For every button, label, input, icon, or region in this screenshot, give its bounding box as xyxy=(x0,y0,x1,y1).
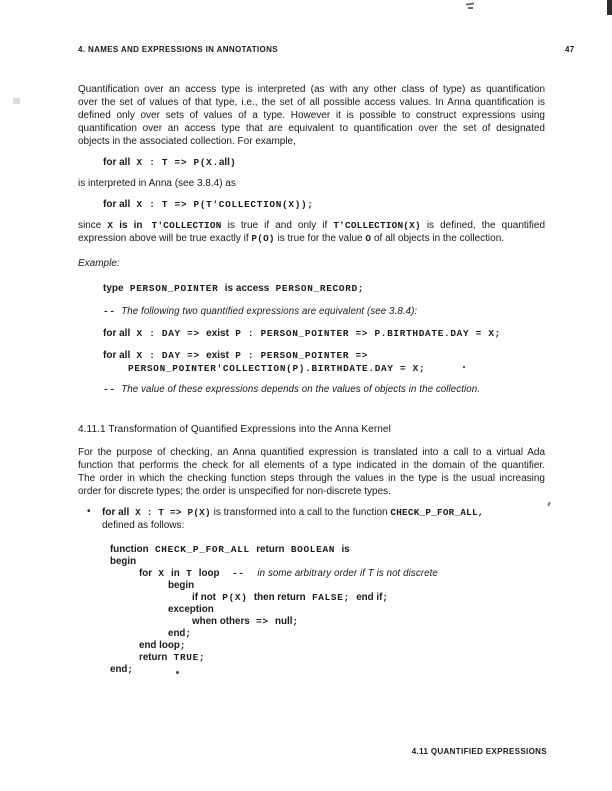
code-line xyxy=(78,652,545,664)
code-line xyxy=(78,604,545,616)
code-keyword: exist xyxy=(206,350,229,361)
inline-code: O xyxy=(365,233,372,244)
text-interpreted-in-anna: is interpreted in Anna (see 3.8.4) as xyxy=(78,178,236,189)
code-line-forall-xall xyxy=(78,156,545,169)
code-keyword: all xyxy=(218,157,230,168)
text-line: The order in which the checking function steps through the values in the type is the usual increasing xyxy=(78,473,545,484)
code-keyword: begin xyxy=(168,580,195,591)
comment-text: The value of these expressions depends on the values of objects in the collection. xyxy=(115,384,481,395)
code-line xyxy=(78,568,545,580)
code-keyword: begin xyxy=(110,556,137,567)
code-keyword: then return xyxy=(253,592,306,603)
example-label: Example: xyxy=(78,258,120,269)
inline-code: P(O) xyxy=(251,233,275,244)
code-text: CHECK_P_FOR_ALL xyxy=(148,544,257,555)
bullet-item-transformation xyxy=(78,506,545,532)
code-line-type-declaration xyxy=(78,282,545,295)
code-text: ; xyxy=(382,592,389,603)
section-heading-4-11-1: 4.11.1 Transformation of Quantified Expressions into the Anna Kernel xyxy=(78,424,391,435)
header-page-number: 47 xyxy=(565,45,575,54)
inline-code: T'COLLECTION(X) xyxy=(333,220,421,231)
code-text: ) xyxy=(229,157,237,168)
code-text: X : T => P(T'COLLECTION(X)); xyxy=(130,199,314,210)
page-footer: 4.11 QUANTIFIED EXPRESSIONS xyxy=(411,747,547,756)
text-line: function that performs the check for all elements of a type indicated in the domain of the quantifier. xyxy=(78,460,545,471)
page-body xyxy=(78,45,575,676)
text-segment: expression above will be true exactly if xyxy=(78,233,252,244)
code-keyword: return xyxy=(139,652,168,663)
text-line xyxy=(78,232,545,245)
text-line: objects in the associated collection. For example, xyxy=(78,136,296,147)
code-line xyxy=(78,580,545,592)
text-segment: of all objects in the collection. xyxy=(371,233,505,244)
code-line-quantified-1 xyxy=(78,327,545,340)
scan-artifact-tick xyxy=(547,502,551,506)
inline-code: X : T => P(X) xyxy=(129,507,211,518)
text-line: For the purpose of checking, an Anna quantified expression is translated into a call to a virtual Ada xyxy=(78,447,545,458)
code-text: X : DAY => xyxy=(130,350,207,361)
inline-keyword: is in xyxy=(119,220,143,231)
text-segment: is defined, the quantified xyxy=(420,220,546,231)
code-line xyxy=(78,592,545,604)
text-line: quantification over an access type that are equivalent to quantification over the set of designated xyxy=(78,123,545,134)
text-segment: since xyxy=(78,220,108,231)
code-keyword: type xyxy=(103,283,124,294)
inline-code: CHECK_P_FOR_ALL, xyxy=(390,507,484,518)
code-keyword: for all xyxy=(103,350,131,361)
code-text: X : T => P(X. xyxy=(130,157,219,168)
code-text: FALSE; xyxy=(305,592,357,603)
code-keyword: for all xyxy=(103,157,131,168)
inline-keyword: for all xyxy=(102,507,130,518)
code-text: X xyxy=(152,568,172,579)
code-keyword: exist xyxy=(206,328,229,339)
comment-dashes: -- xyxy=(103,306,116,317)
code-line xyxy=(78,349,545,362)
inline-code: T'COLLECTION xyxy=(142,220,222,231)
text-line: order for discrete types; the order is unspecified for non-discrete types. xyxy=(78,486,391,497)
code-text: ; xyxy=(185,628,192,639)
code-comment: in some arbitrary order if T is not discrete xyxy=(257,568,438,579)
page-header xyxy=(78,45,575,55)
code-keyword: exception xyxy=(168,604,214,615)
comment-text: The following two quantified expressions are equivalent (see 3.8.4): xyxy=(115,306,418,317)
code-keyword: end xyxy=(110,664,128,675)
code-comment-value-depends xyxy=(78,383,545,396)
text-line: defined only over sets of values of a type. However it is possible to construct expressions using xyxy=(78,110,545,121)
text-line xyxy=(102,506,545,519)
code-line-continuation xyxy=(78,362,545,375)
code-keyword: if not xyxy=(192,592,216,603)
scan-artifact-tilde-mark xyxy=(468,7,473,9)
code-line xyxy=(78,640,545,652)
code-line-forall-collection xyxy=(78,198,545,211)
code-keyword: end if xyxy=(356,592,383,603)
code-keyword: for xyxy=(139,568,153,579)
header-chapter-title: 4. NAMES AND EXPRESSIONS IN ANNOTATIONS xyxy=(78,45,278,54)
code-line xyxy=(78,544,545,556)
code-keyword: when others xyxy=(192,616,250,627)
inline-code: X xyxy=(107,220,114,231)
scan-artifact-corner-bar xyxy=(607,0,612,15)
code-line xyxy=(78,664,545,676)
code-line xyxy=(78,616,545,628)
paragraph-checking-purpose xyxy=(78,446,545,498)
code-text: P : PERSON_POINTER => P.BIRTHDATE.DAY = X; xyxy=(228,328,501,339)
code-text: X : DAY => xyxy=(130,328,207,339)
code-text: ; xyxy=(179,640,187,651)
paragraph-since-collection xyxy=(78,219,545,245)
code-text: -- xyxy=(219,568,258,579)
bullet-icon: • xyxy=(87,506,91,517)
text-line xyxy=(78,219,545,232)
code-text: ; xyxy=(127,664,134,675)
code-text: PERSON_POINTER'COLLECTION(P).BIRTHDATE.DAY = X; xyxy=(128,363,426,374)
code-keyword: is xyxy=(341,544,350,555)
code-text: BOOLEAN xyxy=(284,544,342,555)
code-keyword: for all xyxy=(103,199,131,210)
code-keyword: is access xyxy=(224,283,270,294)
kernel-code-block xyxy=(78,544,545,676)
code-text: TRUE; xyxy=(167,652,206,663)
code-text: PERSON_RECORD; xyxy=(269,283,365,294)
code-line-quantified-2 xyxy=(78,349,545,375)
code-line xyxy=(78,628,545,640)
text-segment: is true for the value xyxy=(274,233,366,244)
code-text: => xyxy=(249,616,276,627)
code-comment-equivalent xyxy=(78,305,545,318)
text-line: defined as follows: xyxy=(102,520,185,531)
text-segment: is transformed into a call to the function xyxy=(210,507,391,518)
code-keyword: loop xyxy=(198,568,220,579)
code-keyword: null xyxy=(275,616,293,627)
scan-artifact-smudge xyxy=(13,98,20,104)
text-segment: is true if and only if xyxy=(221,220,334,231)
code-text: P(X) xyxy=(215,592,254,603)
scan-artifact-tilde-mark xyxy=(466,2,474,5)
code-text: PERSON_POINTER xyxy=(123,283,225,294)
code-line xyxy=(78,556,545,568)
code-keyword: end loop xyxy=(139,640,180,651)
code-text: T xyxy=(179,568,199,579)
code-keyword: for all xyxy=(103,328,131,339)
comment-dashes: -- xyxy=(103,384,116,395)
text-line: over the set of values of that type, i.e., the set of all possible access values. In Anna quantification is xyxy=(78,97,545,108)
code-keyword: end xyxy=(168,628,186,639)
code-text: P : PERSON_POINTER => xyxy=(228,350,369,361)
code-keyword: in xyxy=(171,568,180,579)
code-keyword: return xyxy=(256,544,285,555)
paragraph-quantification-intro xyxy=(78,83,545,148)
code-text: ; xyxy=(292,616,299,627)
code-keyword: function xyxy=(110,544,149,555)
text-line: Quantification over an access type is interpreted (as with any other class of type) as quantification xyxy=(78,84,545,95)
